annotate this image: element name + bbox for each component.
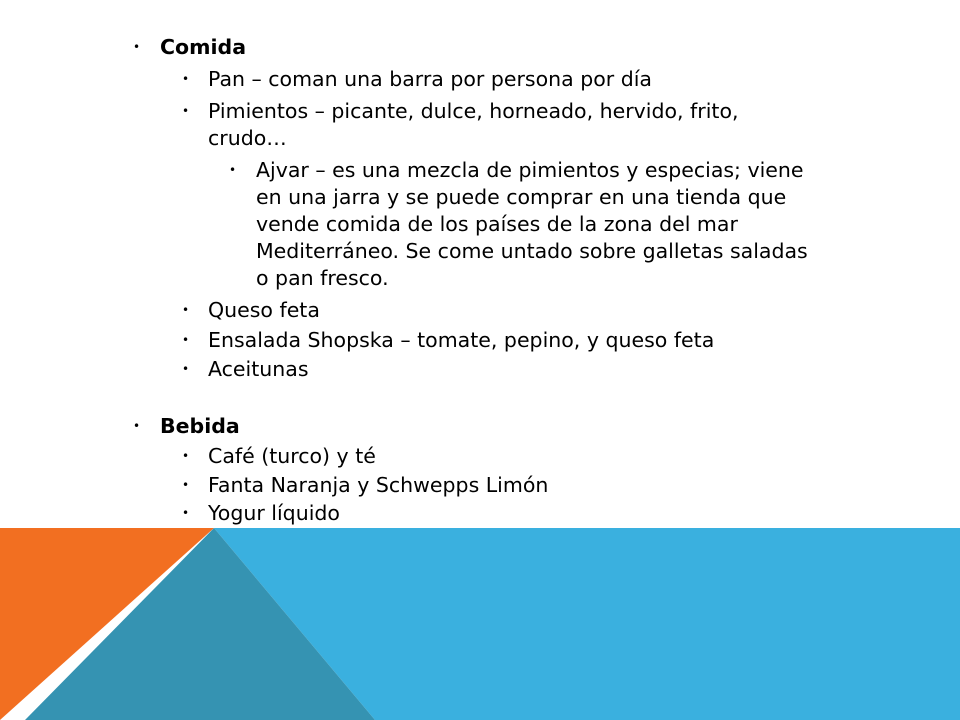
bullet-marker: • — [182, 333, 190, 347]
bullet-marker: • — [182, 506, 190, 520]
list-item: Aceitunas — [208, 357, 309, 381]
list-item: Fanta Naranja y Schwepps Limón — [208, 473, 549, 497]
list-item: Queso feta — [208, 298, 320, 322]
bullet-marker: • — [182, 478, 190, 492]
bullet-marker: • — [182, 104, 190, 118]
sub-list-item: Ajvar – es una mezcla de pimientos y especias; viene — [256, 158, 804, 182]
section-heading-bebida: Bebida — [160, 414, 240, 438]
list-item: Yogur líquido — [208, 501, 340, 525]
sub-list-item-continuation: o pan fresco. — [256, 266, 389, 290]
list-item: Pan – coman una barra por persona por día — [208, 67, 652, 91]
sub-list-item-continuation: en una jarra y se puede comprar en una tienda que — [256, 185, 787, 209]
sub-list-item-continuation: vende comida de los países de la zona del mar — [256, 212, 738, 236]
list-item: Ensalada Shopska – tomate, pepino, y queso feta — [208, 328, 715, 352]
sub-list-item-continuation: Mediterráneo. Se come untado sobre galletas saladas — [256, 239, 808, 263]
bullet-marker: • — [229, 163, 237, 177]
section-heading-comida: Comida — [160, 35, 247, 59]
bullet-marker: • — [182, 72, 190, 86]
bullet-marker: • — [182, 449, 190, 463]
bullet-marker: • — [133, 40, 141, 54]
list-item: Pimientos – picante, dulce, horneado, hervido, frito, — [208, 99, 739, 123]
list-item: Café (turco) y té — [208, 444, 376, 468]
list-item-continuation: crudo… — [208, 126, 287, 150]
bullet-marker: • — [182, 362, 190, 376]
bullet-marker: • — [182, 303, 190, 317]
bullet-marker: • — [133, 419, 141, 433]
